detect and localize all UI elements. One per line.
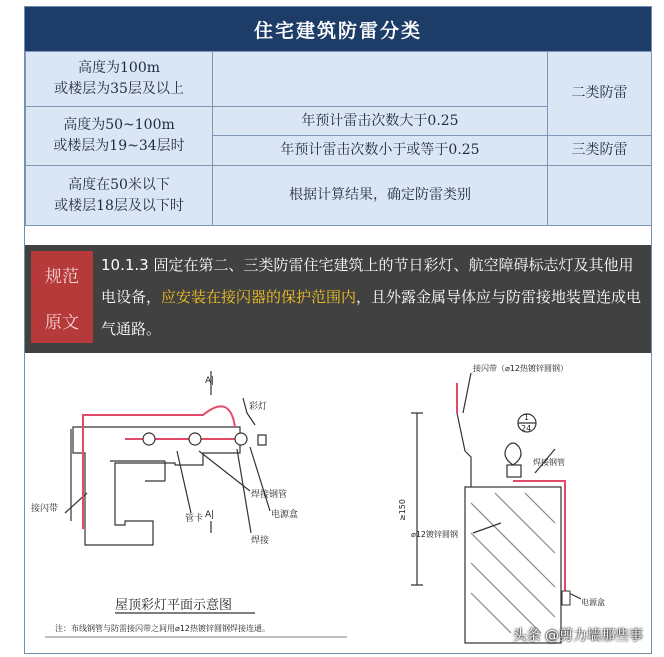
label-power-box-right: 电源盒 <box>581 598 605 607</box>
label-lamp: 彩灯 <box>249 402 268 412</box>
highlight-text: 应安装在接闪器的保护范围内 <box>161 288 357 306</box>
page-title: 住宅建筑防雷分类 <box>25 7 651 51</box>
round-steel-conductor <box>513 481 565 603</box>
leader-clamp <box>177 451 191 513</box>
label-weld: 焊接 <box>251 536 270 546</box>
label-power-box: 电源盒 <box>271 510 299 520</box>
roof-wall-outline <box>73 427 240 545</box>
table-row <box>26 166 652 226</box>
table-row <box>26 52 652 107</box>
table-cell-height: 高度为100m 或楼层为35层及以上 <box>26 52 213 107</box>
table-cell-category: 二类防雷 <box>548 52 652 136</box>
table-cell-category <box>548 166 652 226</box>
code-clause-text: 10.1.3 固定在第二、三类防雷住宅建筑上的节日彩灯、航空障碍标志灯及其他用电设备，应安装在接闪器的保护范围内，且外露金属导体应与防雷接地装置连成电气通路。 <box>101 256 642 338</box>
lamp-base-icon <box>507 465 521 477</box>
section-mark-top: A| <box>205 376 215 386</box>
drawing-svg <box>25 353 651 653</box>
infographic-card <box>24 6 652 654</box>
leader-weld-pipe <box>199 451 250 491</box>
label-air-terminal-right: 接闪带（⌀12热镀锌圆钢） <box>473 364 568 373</box>
section-mark-bottom: A| <box>205 510 215 520</box>
leader-power-box <box>250 447 270 511</box>
pole-outline <box>457 413 471 487</box>
leader-weld <box>237 449 251 533</box>
drawing-caption: 屋顶彩灯平面示意图 <box>115 598 233 613</box>
lamp-icon <box>235 433 247 445</box>
table-cell-condition <box>213 52 548 107</box>
table-cell-height: 高度为50~100m 或楼层为19~34层时 <box>26 107 213 166</box>
watermark: 头条 @剪力墙那些事 <box>512 628 643 644</box>
engineering-drawing <box>25 353 651 653</box>
lamp-icon <box>189 433 201 445</box>
table-cell-condition: 年预计雷击次数大于0.25 <box>213 107 548 136</box>
power-box-icon <box>562 591 570 605</box>
label-weld-pipe-right: 焊接钢管 <box>533 458 565 467</box>
leader-lines <box>463 373 581 599</box>
label-weld-pipe: 焊接钢管 <box>251 490 288 500</box>
table-cell-height: 高度在50米以下 或楼层18层及以下时 <box>26 166 213 226</box>
lamp-bulb-icon <box>505 443 521 465</box>
table-cell-condition: 根据计算结果，确定防雷类别 <box>213 166 548 226</box>
label-clamp: 管卡 <box>185 514 204 524</box>
label-detail-bottom: 24 <box>521 424 532 433</box>
drawing-note: 注：布线钢管与防雷接闪带之间用⌀12热镀锌圆钢焊接连通。 <box>55 624 270 633</box>
code-excerpt-panel <box>25 245 651 353</box>
concrete-hatch <box>471 493 555 633</box>
power-box-icon <box>258 435 266 445</box>
table-cell-category: 三类防雷 <box>548 136 652 166</box>
stair-outline <box>110 461 165 481</box>
lamp-icon <box>143 433 155 445</box>
table-cell-condition: 年预计雷击次数小于或等于0.25 <box>213 136 548 166</box>
code-tag: 规范 原文 <box>31 251 93 343</box>
label-round-steel: ⌀12镀锌圆钢 <box>411 530 458 539</box>
label-detail-top: 1 <box>524 413 530 422</box>
label-air-terminal: 接闪带 <box>31 504 59 514</box>
label-height: ≥150 <box>398 499 407 521</box>
lightning-class-table <box>25 51 652 226</box>
